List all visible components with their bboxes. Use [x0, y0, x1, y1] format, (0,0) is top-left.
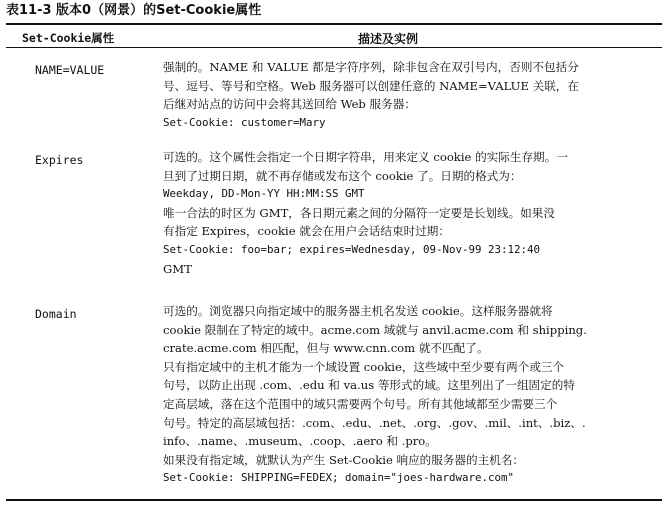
description-line: GMT: [163, 261, 192, 276]
row-description-domain: [163, 302, 658, 488]
table-header-rule: [6, 47, 662, 48]
description-line: 如果没有指定域，就默认为产生 Set-Cookie 响应的服务器的主机名：: [163, 452, 525, 467]
description-line: Set-Cookie: foo=bar; expires=Wednesday, 09-Nov-99 23:12:40: [163, 242, 541, 256]
description-line: info、.name、.museum、.coop、.aero 和 .pro。: [163, 434, 437, 449]
table-bottom-rule: [6, 499, 662, 501]
description-line: crate.acme.com 相匹配，但与 www.cnn.com 就不匹配了。: [163, 341, 489, 356]
row-description-expires: [163, 148, 658, 278]
row-description-name-value: [163, 58, 658, 132]
row-attribute-expires: Expires: [35, 153, 84, 167]
description-line: 可选的。浏览器只向指定域中的服务器主机名发送 cookie。这样服务器就将: [163, 304, 553, 318]
description-line: 有指定 Expires，cookie 就会在用户会话结束时过期：: [163, 224, 450, 239]
table-top-rule: [6, 23, 662, 25]
header-description: 描述及实例: [358, 32, 419, 46]
description-line: 后继对站点的访问中会将其送回给 Web 服务器：: [163, 97, 416, 112]
table-caption: 表11-3 版本0（网景）的Set-Cookie属性: [6, 3, 262, 18]
description-line: Set-Cookie: SHIPPING=FEDEX; domain="joes-hardware.com": [163, 471, 515, 485]
description-line: 强制的。NAME 和 VALUE 都是字符序列，除非包含在双引号内，否则不包括分: [163, 60, 579, 74]
description-line: 可选的。这个属性会指定一个日期字符串，用来定义 cookie 的实际生存期。一: [163, 150, 568, 164]
description-line: cookie 限制在了特定的域中。acme.com 域就与 anvil.acme.com 和 shipping.: [163, 322, 587, 337]
description-line: Weekday, DD-Mon-YY HH:MM:SS GMT: [163, 187, 365, 201]
row-attribute-name-value: NAME=VALUE: [35, 63, 105, 77]
description-line: 句号，以防止出现 .com、.edu 和 va.us 等形式的域。这里列出了一组固定的特: [163, 378, 575, 393]
description-line: 号、逗号、等号和空格。Web 服务器可以创建任意的 NAME=VALUE 关联，在: [163, 78, 579, 93]
description-line: 句号。特定的高层域包括：.com、.edu、.net、.org、.gov、.mil、.int、.biz、.: [163, 415, 586, 430]
description-line: Set-Cookie: customer=Mary: [163, 115, 326, 129]
description-line: 定高层域，落在这个范围中的域只需要两个句号。所有其他域都至少需要三个: [163, 396, 558, 411]
row-attribute-domain: Domain: [35, 307, 77, 321]
description-line: 只有指定域中的主机才能为一个域设置 cookie，这些域中至少要有两个或三个: [163, 359, 565, 374]
header-attribute: Set-Cookie属性: [22, 31, 115, 45]
description-line: 唯一合法的时区为 GMT，各日期元素之间的分隔符一定要是长划线。如果没: [163, 205, 555, 220]
description-line: 旦到了过期日期，就不再存储或发布这个 cookie 了。日期的格式为：: [163, 168, 522, 183]
